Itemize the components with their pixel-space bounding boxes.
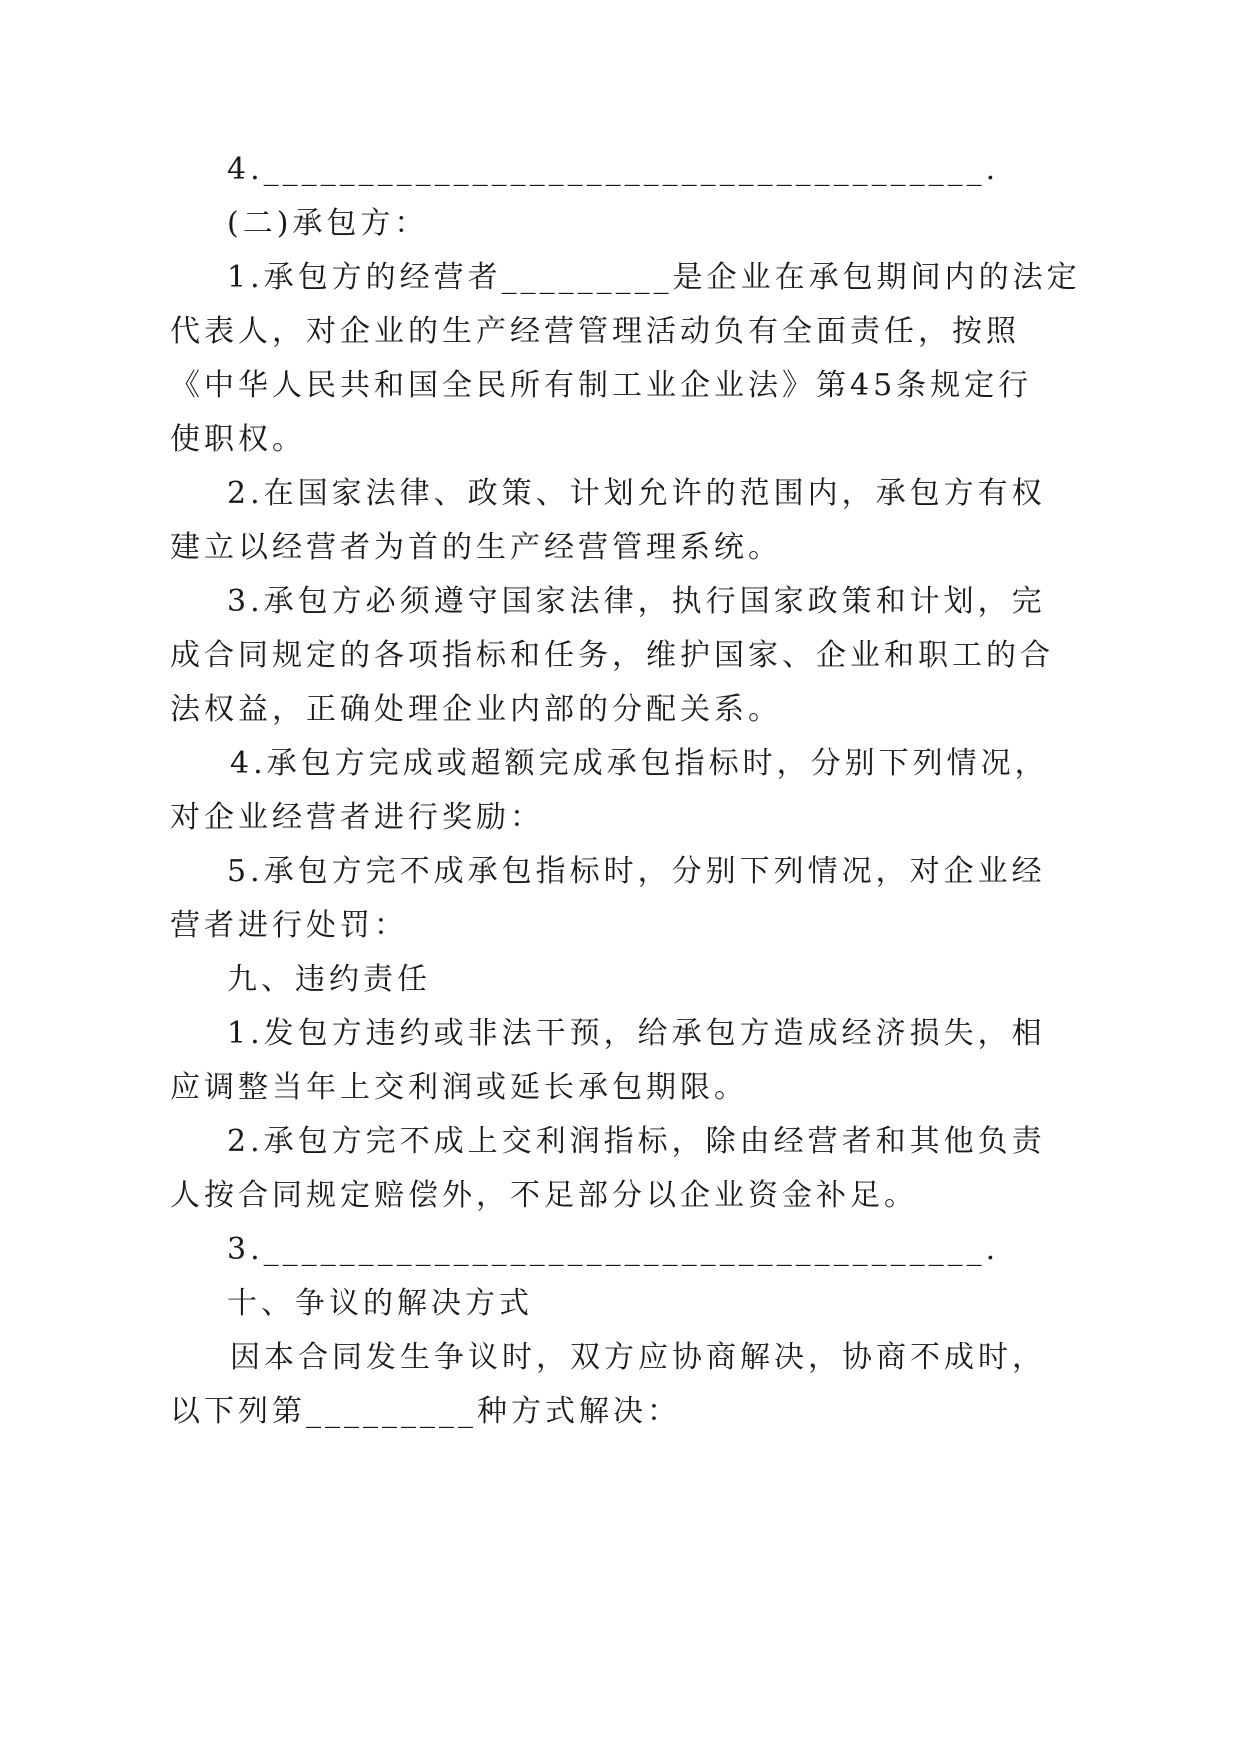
text-line: 对企业经营者进行奖励：: [170, 800, 544, 835]
text-line: 建立以经营者为首的生产经营管理系统。: [170, 530, 782, 565]
text-line: 成合同规定的各项指标和任务，维护国家、企业和职工的合: [170, 638, 1054, 673]
text-line: 2.承包方完不成上交利润指标，除由经营者和其他负责: [227, 1124, 1046, 1159]
text-line: 人按合同规定赔偿外，不足部分以企业资金补足。: [170, 1178, 918, 1213]
text-line: 1.发包方违约或非法干预，给承包方造成经济损失，相: [227, 1016, 1046, 1051]
section-heading: (二)承包方：: [227, 206, 429, 241]
text-line: 2.在国家法律、政策、计划允许的范围内，承包方有权: [227, 476, 1046, 511]
section-heading: 九、违约责任: [227, 962, 431, 997]
text-line: 1.承包方的经营者_________是企业在承包期间内的法定: [227, 260, 1081, 295]
text-line: 因本合同发生争议时，双方应协商解决，协商不成时，: [230, 1340, 1046, 1375]
section-heading: 十、争议的解决方式: [227, 1286, 533, 1321]
text-line: 3.承包方必须遵守国家法律，执行国家政策和计划，完: [227, 584, 1046, 619]
text-line: 4.______________________________________.: [227, 152, 1000, 187]
text-line: 法权益，正确处理企业内部的分配关系。: [170, 692, 782, 727]
text-line: 3.______________________________________.: [227, 1232, 1000, 1267]
text-line: 以下列第_________种方式解决：: [170, 1394, 681, 1429]
text-line: 5.承包方完不成承包指标时，分别下列情况，对企业经: [227, 854, 1046, 889]
text-line: 营者进行处罚：: [170, 908, 408, 943]
text-line: 《中华人民共和国全民所有制工业企业法》第45条规定行: [170, 368, 1033, 403]
text-line: 4.承包方完成或超额完成承包指标时，分别下列情况，: [230, 746, 1049, 781]
text-line: 应调整当年上交利润或延长承包期限。: [170, 1070, 748, 1105]
text-line: 代表人，对企业的生产经营管理活动负有全面责任，按照: [170, 314, 1020, 349]
text-line: 使职权。: [170, 422, 306, 457]
